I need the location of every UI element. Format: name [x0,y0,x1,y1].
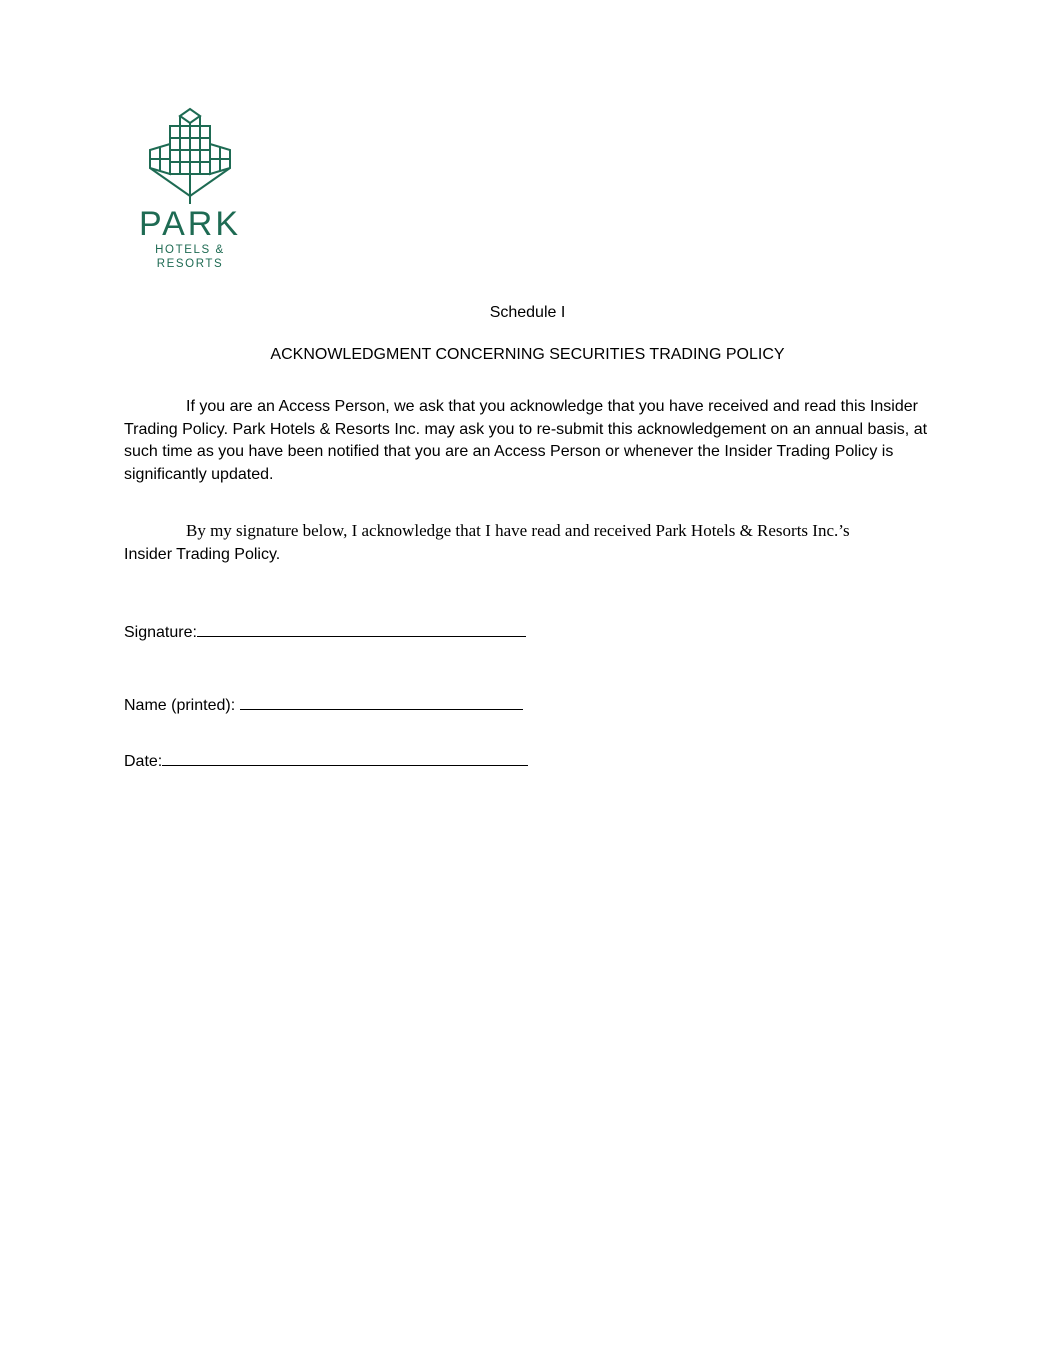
signature-line[interactable] [197,621,526,637]
intro-paragraph [124,396,934,486]
schedule-label: Schedule I [489,304,566,321]
signature-field [124,621,526,643]
document-title: ACKNOWLEDGMENT CONCERNING SECURITIES TRADING POLICY [270,346,785,363]
leaf-building-icon [120,104,260,204]
name-printed-line[interactable] [240,694,523,710]
acknowledgment-text: By my signature below, I acknowledge that I have read and received Park Hotels & Resorts Inc.’s [186,521,850,540]
name-printed-label: Name (printed): [124,697,236,714]
acknowledgment-paragraph [124,520,934,566]
signature-label: Signature: [124,624,197,641]
date-field [124,750,528,772]
acknowledgment-policy-name: Insider Trading Policy. [124,545,281,563]
logo-tagline: HOTELS & RESORTS [155,244,225,270]
logo-brand-name: PARK [138,205,242,243]
date-line[interactable] [162,750,528,766]
intro-paragraph-text: If you are an Access Person, we ask that you acknowledge that you have received and read this Insider Trading Policy. Park Hotels & Resorts Inc. may ask you to re-submit this acknowledgement on an annual basis, at such time as you have been notified that you are an Access Person or whenever the Insider Trading Policy is significantly updated. [124,398,928,483]
company-logo [120,104,260,270]
name-printed-field [124,694,523,716]
date-label: Date: [124,753,163,770]
